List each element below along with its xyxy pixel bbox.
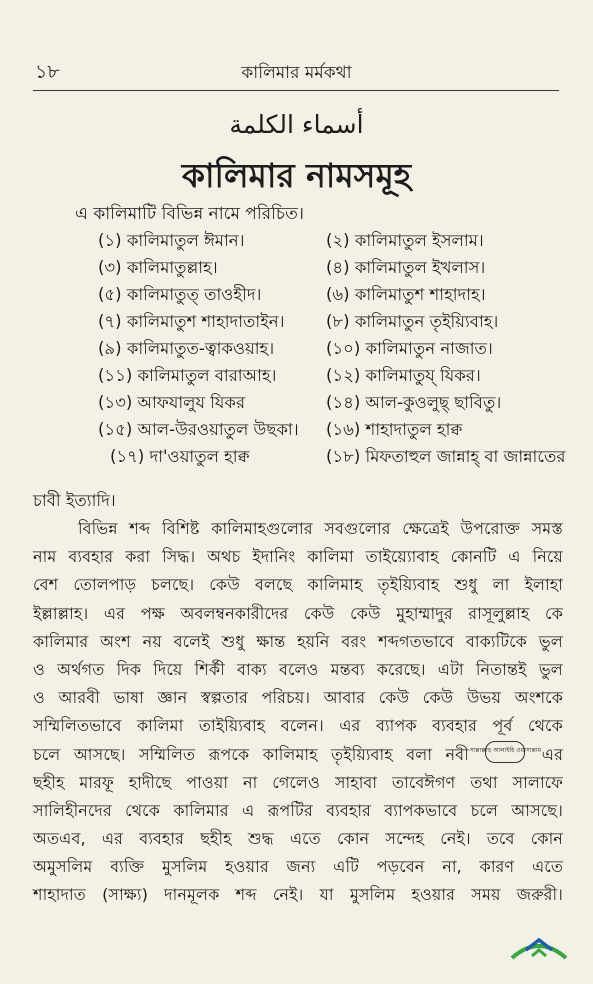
word: কালিমাহ (262, 744, 318, 764)
word: অমুসলিম (33, 857, 93, 877)
name-item: (১০) কালিমাতুন নাজাত। (326, 339, 493, 358)
name-row (98, 255, 578, 282)
word: বাক্যটিকে (465, 631, 527, 651)
word: শির্কী (194, 659, 225, 679)
word: উপরোক্ত (460, 519, 520, 538)
paragraph-line (33, 571, 563, 599)
page-number: ১৮ (35, 61, 60, 83)
paragraph-line (33, 712, 563, 740)
word: কোন (336, 829, 370, 849)
word: পড়বেন (376, 857, 425, 877)
word: বলা (406, 744, 433, 764)
word: শুধু (221, 631, 245, 651)
word: তৃইয়্যিবাহ (377, 575, 440, 595)
word: মন্তব্য (330, 659, 365, 679)
word: উভয় (466, 688, 502, 708)
name-row (98, 309, 578, 336)
paragraph-line (33, 628, 563, 656)
word: অতএব, (33, 829, 86, 849)
word: ব্যাপক (375, 716, 417, 736)
word: হয়নি (297, 631, 330, 651)
word: এ (241, 800, 255, 820)
word: শুধু (454, 575, 478, 595)
word: কেউ (350, 603, 381, 623)
word: লা (492, 575, 510, 595)
paragraph-line (33, 881, 563, 909)
paragraph-line (33, 741, 563, 769)
name-item: (১৩) আফযালুয যিকর (98, 393, 246, 412)
paragraph-line (33, 656, 563, 684)
paragraph-line (33, 769, 563, 797)
name-item: (১৪) আল-কুওলুছ্ ছাবিতু। (326, 393, 502, 412)
word: ইল্লাল্লাহ। (33, 603, 89, 623)
word: ব্যাপকভাবে (384, 800, 458, 820)
word: চলে (33, 744, 61, 764)
paragraph-line (33, 684, 563, 712)
name-row (98, 444, 578, 471)
word: ভাষা (113, 688, 144, 708)
word: কালিমাহগুলোর (211, 519, 313, 538)
word: তাইয়্যোবাহ (365, 547, 439, 567)
name-row (98, 390, 578, 417)
name-item: (৮) কালিমাতুন তৃইয়্যিবাহ। (326, 312, 499, 331)
word: তোলপাড় (73, 575, 137, 595)
word: পরিচয়। (261, 688, 311, 708)
paragraph-line (33, 600, 563, 628)
header-rule (33, 90, 559, 91)
word: সবগুলোর (324, 519, 391, 538)
section-heading: কালিমার নামসমূহ (181, 156, 412, 195)
word: কেউ (209, 575, 240, 595)
word: বরং (341, 631, 367, 651)
paragraph-line (33, 797, 563, 825)
name-item: (১১) কালিমাতুল বারাআহ। (98, 366, 277, 385)
word: শব্দ (129, 519, 151, 538)
word: নয় (142, 631, 162, 651)
running-header: কালিমার মর্মকথা (241, 63, 352, 83)
word: ভুল (538, 631, 563, 651)
word: বিশিষ্ট (161, 519, 200, 538)
word: করেছে। (376, 659, 426, 679)
word: কালিমার (173, 800, 229, 820)
name-row (98, 228, 578, 255)
name-item: (১৫) আল-উরওয়াতুল উছকা। (98, 420, 299, 439)
word: মারফূ (79, 772, 114, 792)
word: বলেন। (280, 716, 324, 736)
word: এর (103, 603, 126, 623)
word: তাবেঈগণ (392, 772, 456, 792)
word: বলেও (278, 659, 319, 679)
word: অথচ (207, 547, 241, 567)
name-item: (৩) কালিমাতুল্লাহ। (98, 258, 218, 277)
name-row (98, 282, 578, 309)
word: এতে (532, 857, 563, 877)
word: সাহাবা (334, 772, 378, 792)
word: কেউ (303, 603, 335, 623)
word: আবার (323, 688, 366, 708)
word: অংশকে (514, 688, 563, 708)
word: গেলেও (272, 772, 320, 792)
word: থেকে (125, 800, 161, 820)
word: না, (442, 857, 462, 877)
word: দিয়ে (153, 659, 183, 679)
word: বলেই (173, 631, 210, 651)
word: ছহীহ (200, 829, 232, 849)
word: থেকে (528, 716, 563, 736)
name-item: (৯) কালিমাতুত-ত্বাকওয়াহ। (98, 339, 275, 358)
word: দিক (116, 659, 142, 679)
word: বিভিন্ন (78, 519, 118, 538)
word: দানমূলক (164, 885, 220, 905)
word: যা (319, 885, 334, 905)
word: সমস্ত (531, 519, 563, 538)
body-paragraph (33, 515, 563, 910)
word: আসছে। (511, 800, 563, 820)
word: বেশ (33, 575, 59, 595)
word: এ (508, 547, 521, 567)
word: শব্দগতভাবে (378, 631, 455, 651)
word: রাসূলুল্লাহ (468, 603, 530, 623)
name-item: (১২) কালিমাতুয্ যিকর। (326, 366, 481, 385)
word: এর (541, 744, 563, 764)
word: শাহাদাত (33, 885, 86, 905)
word: জন্য (286, 857, 316, 877)
name-item: (২) কালিমাতুল ইসলাম। (326, 231, 484, 250)
word: চলে (470, 800, 498, 820)
word: স্বল্পতার (200, 688, 248, 708)
word: ও (33, 659, 45, 679)
word: সন্দেহ (385, 829, 425, 849)
word: পাওয়া (186, 772, 229, 792)
word: এটা (437, 659, 464, 679)
word: সম্মিলিতভাবে (33, 716, 122, 736)
word: নবী (445, 744, 469, 764)
word: রূপটির (267, 800, 313, 820)
paragraph-line (33, 853, 563, 881)
name-item: (১৬) শাহাদাতুল হাক্ব (326, 420, 463, 439)
paragraph-line (33, 515, 563, 543)
word: সালাফে (512, 772, 563, 792)
word: এটি (333, 857, 359, 877)
word: বাক্য (237, 659, 267, 679)
word: ইদানিং (252, 547, 296, 567)
word: শব্দ (235, 885, 257, 905)
word: হওয়ার (225, 857, 269, 877)
word: করা (125, 547, 151, 567)
word: নেই। (440, 829, 471, 849)
word: তৃইয়্যিবাহ (331, 744, 393, 764)
word: ব্যবহার (326, 800, 371, 820)
name-row (98, 336, 578, 363)
arabic-heading: أسماء الكلمة (229, 110, 364, 139)
word: কোন (530, 829, 563, 849)
word: ব্যক্তি (110, 857, 145, 877)
logo-green-chevron (532, 950, 546, 956)
word: চলছে। (151, 575, 195, 595)
word: তবে (486, 829, 515, 849)
logo-green-arc (512, 946, 566, 958)
word: ছহীহ (33, 772, 65, 792)
word: ইলাহা (524, 575, 563, 595)
names-list-tail: চাবী ইত্যাদি। (33, 491, 116, 510)
word: অবলম্বনকারীদের (180, 603, 289, 623)
word: ও (33, 688, 45, 708)
word: মুসলিম (162, 857, 208, 877)
word: ব্যবহার (432, 716, 477, 736)
word: কালিমা (307, 547, 354, 567)
name-item: (১) কালিমাতুল ঈমান। (98, 231, 245, 250)
name-row (98, 417, 578, 444)
word: তাইয়্যিবাহ (198, 716, 266, 736)
name-item: (১৮) মিফতাহুল জান্নাহ্ বা জান্নাতের (326, 447, 566, 466)
word: কোনটি (450, 547, 497, 567)
word: অংশ (100, 631, 131, 651)
name-item: (৬) কালিমাতুশ শাহাদাহ। (326, 285, 486, 304)
word: আসছে। (73, 744, 126, 764)
word: কারণ (479, 857, 515, 877)
word: ক্ষেত্রেই (402, 519, 449, 538)
word: নিতান্তই (475, 659, 527, 679)
word: এর (101, 829, 124, 849)
word: অর্থগত (57, 659, 105, 679)
word: ভুল (538, 659, 563, 679)
name-item: (৭) কালিমাতুশ শাহাদাতাইন। (98, 312, 285, 331)
word: কে (545, 603, 563, 623)
word: কেউ (378, 688, 410, 708)
word: নেই। (272, 885, 304, 905)
word: কালিমা (136, 716, 184, 736)
word: নিয়ে (532, 547, 563, 567)
paragraph-line (33, 543, 563, 571)
word: সিদ্ধ। (162, 547, 196, 567)
word: কেউ (422, 688, 454, 708)
word: পক্ষ (140, 603, 165, 623)
names-list (98, 228, 578, 471)
name-item: (১৭) দা'ওয়াতুল হাক্ব (110, 447, 250, 466)
salutation-seal-icon: সাল্লাল্লাহু আলাইহি ওয়াসাল্লাম (485, 741, 525, 763)
word: (সাক্ষ্য) (102, 885, 148, 905)
word: পূর্ব (492, 716, 513, 736)
word: এর (339, 716, 361, 736)
word: এতে (289, 829, 321, 849)
word: জরুরী। (516, 885, 563, 905)
word: হাদীছে (128, 772, 172, 792)
word: সম্মিলিত (138, 744, 196, 764)
name-row (98, 363, 578, 390)
word: ব্যবহার (139, 829, 185, 849)
word: বলছে (254, 575, 293, 595)
paragraph-line (33, 825, 563, 853)
word: হওয়ার (411, 885, 456, 905)
intro-sentence: এ কালিমাটি বিভিন্ন নামে পরিচিত। (75, 204, 304, 224)
word: মুসলিম (349, 885, 396, 905)
word: আরবী (58, 688, 100, 708)
word: ব্যবহার (68, 547, 114, 567)
word: ক্ষান্ত (256, 631, 286, 651)
word: নাম (33, 547, 57, 567)
word: মুহাম্মাদুর (396, 603, 453, 623)
name-item: (৪) কালিমাতুল ইখলাস। (326, 258, 486, 277)
word: কালিমাহ (307, 575, 363, 595)
word: সময় (471, 885, 501, 905)
word: কালিমার (33, 631, 89, 651)
word: রূপকে (208, 744, 250, 764)
publisher-logo (508, 928, 570, 962)
name-item: (৫) কালিমাতুত্ তাওহীদ। (98, 285, 262, 304)
word: সালিহীনদের (33, 800, 112, 820)
word: না (242, 772, 258, 792)
word: তথা (470, 772, 498, 792)
word: শুদ্ধ (247, 829, 274, 849)
word: জ্ঞান (157, 688, 188, 708)
